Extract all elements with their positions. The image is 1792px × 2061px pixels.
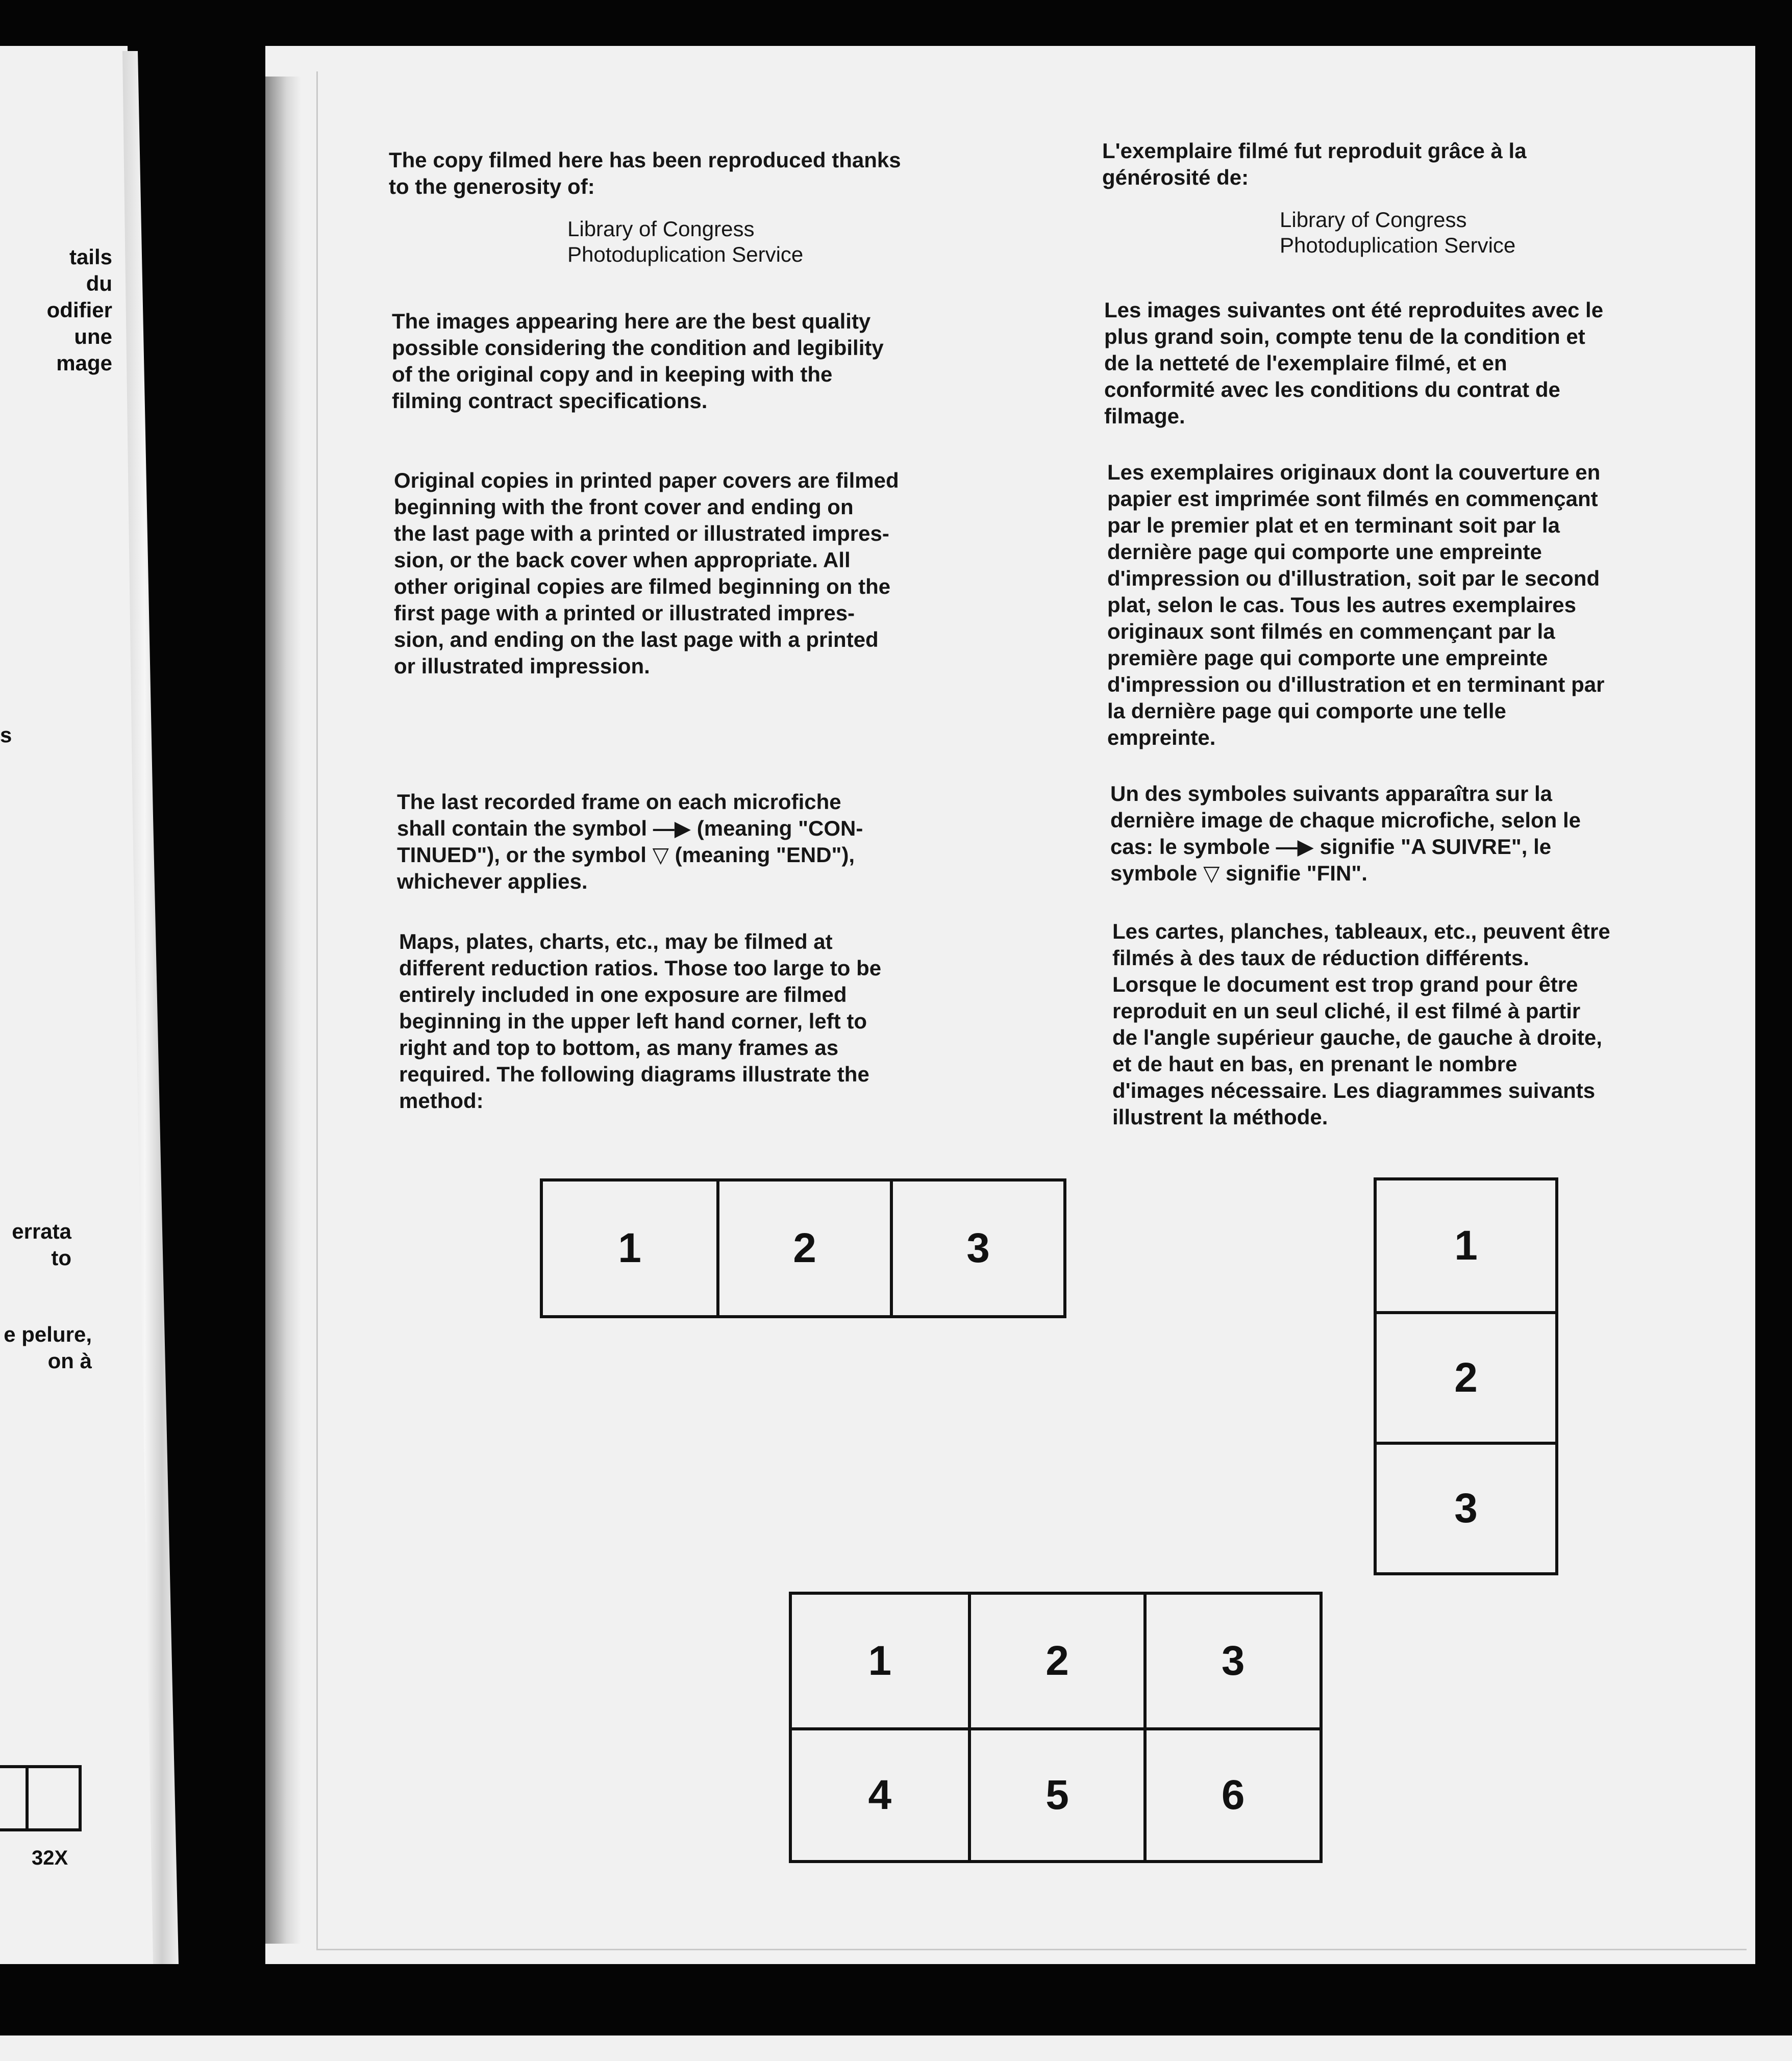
- text-line: shall contain the symbol —▶ (meaning "CON-: [397, 816, 863, 840]
- french-library-name: [1280, 207, 1515, 258]
- left-fragment-errata: [0, 1218, 71, 1271]
- frame-cell: 1: [868, 1638, 892, 1684]
- text-line: originaux sont filmés en commençant par la: [1107, 619, 1555, 643]
- reduction-scale-label: 32X: [32, 1847, 68, 1869]
- french-covers-paragraph: [1107, 459, 1604, 751]
- frame-cell: 1: [618, 1225, 641, 1271]
- french-quality-paragraph: [1104, 297, 1603, 430]
- text-line: dernière page qui comporte une empreinte: [1107, 540, 1542, 564]
- text-line: Original copies in printed paper covers are filmed: [394, 468, 899, 492]
- text-line: plat, selon le cas. Tous les autres exemplaires: [1107, 593, 1576, 617]
- left-fragment-line: une: [74, 324, 112, 348]
- text-line: beginning in the upper left hand corner, left to: [399, 1009, 867, 1033]
- text-line: possible considering the condition and legibility: [392, 336, 884, 360]
- text-line: whichever applies.: [397, 869, 588, 893]
- text-line: the last page with a printed or illustrated impres-: [394, 521, 889, 545]
- text-line: d'images nécessaire. Les diagrammes suivants: [1112, 1078, 1596, 1102]
- diagram-horizontal-frames: [540, 1178, 1066, 1318]
- frame-cell: 5: [968, 1727, 1144, 1860]
- left-fragment-line: on à: [47, 1349, 92, 1373]
- text-line: d'impression ou d'illustration, soit par le second: [1107, 566, 1600, 590]
- text-line: of the original copy and in keeping with the: [392, 362, 833, 386]
- bottom-page-strip: [0, 2035, 1792, 2061]
- text-line: Les images suivantes ont été reproduites avec le: [1104, 298, 1604, 322]
- text-line: conformité avec les conditions du contrat de: [1104, 378, 1560, 401]
- text-line: sion, and ending on the last page with a printed: [394, 627, 879, 651]
- text-line: different reduction ratios. Those too large to be: [399, 956, 882, 980]
- text-line: required. The following diagrams illustrate the: [399, 1062, 869, 1086]
- frame-cell: 3: [890, 1182, 1063, 1315]
- text-line: première page qui comporte une empreinte: [1107, 646, 1548, 670]
- text-line: Maps, plates, charts, etc., may be filmed at: [399, 929, 833, 953]
- text-line: Photoduplication Service: [1280, 233, 1516, 257]
- text-line: first page with a printed or illustrated impres-: [394, 601, 855, 625]
- text-line: la dernière page qui comporte une telle: [1107, 699, 1506, 723]
- text-line: Photoduplication Service: [567, 242, 804, 266]
- text-line: Un des symboles suivants apparaîtra sur la: [1110, 782, 1553, 806]
- text-line: et de haut en bas, en prenant le nombre: [1112, 1052, 1517, 1076]
- text-line: Lorsque le document est trop grand pour être: [1112, 972, 1578, 996]
- diagram-vertical-frames: [1374, 1177, 1558, 1575]
- text-line: illustrent la méthode.: [1112, 1105, 1328, 1129]
- text-line: de la netteté de l'exemplaire filmé, et en: [1104, 351, 1507, 375]
- text-line: cas: le symbole —▶ signifie "A SUIVRE", le: [1110, 835, 1552, 859]
- text-line: filmés à des taux de réduction différents.: [1112, 946, 1529, 970]
- left-fragment-top: [0, 244, 112, 376]
- english-intro: [389, 147, 901, 200]
- french-symbols-paragraph: [1110, 781, 1581, 887]
- text-line: reproduit en un seul cliché, il est filmé à partir: [1112, 999, 1581, 1023]
- text-line: Library of Congress: [567, 217, 755, 241]
- text-line: sion, or the back cover when appropriate. All: [394, 548, 851, 572]
- text-line: The images appearing here are the best quality: [392, 309, 871, 333]
- frame-cell: 2: [1377, 1311, 1555, 1442]
- text-line: filming contract specifications.: [392, 389, 708, 413]
- text-line: filmage.: [1104, 404, 1185, 428]
- english-quality-paragraph: [392, 308, 884, 414]
- english-covers-paragraph: [394, 467, 899, 680]
- text-line: TINUED"), or the symbol ▽ (meaning "END"),: [397, 843, 855, 867]
- text-line: other original copies are filmed beginning on the: [394, 574, 891, 598]
- text-line: plus grand soin, compte tenu de la condition et: [1104, 324, 1585, 348]
- left-fragment-line: tails: [69, 245, 112, 269]
- text-line: right and top to bottom, as many frames as: [399, 1036, 839, 1060]
- frame-cell: 3: [1377, 1442, 1555, 1572]
- frame-cell: 2: [716, 1182, 890, 1315]
- page-edge-shadow: [265, 77, 301, 1944]
- frame-cell: 2: [968, 1595, 1144, 1727]
- french-maps-paragraph: [1112, 918, 1610, 1130]
- frame-cell: 6: [1143, 1727, 1320, 1860]
- text-line: d'impression ou d'illustration et en terminant par: [1107, 672, 1605, 696]
- text-line: Library of Congress: [1280, 208, 1467, 232]
- left-fragment-line: du: [86, 271, 112, 295]
- text-line: to the generosity of:: [389, 174, 595, 198]
- french-intro: [1102, 138, 1527, 191]
- text-line: method:: [399, 1089, 484, 1113]
- text-line: papier est imprimée sont filmés en commençant: [1107, 487, 1598, 511]
- english-maps-paragraph: [399, 928, 881, 1114]
- text-line: dernière image de chaque microfiche, selon le: [1110, 808, 1581, 832]
- text-line: générosité de:: [1102, 165, 1249, 189]
- frame-cell: 4: [792, 1727, 968, 1860]
- left-fragment-line: errata: [12, 1219, 71, 1243]
- reduction-scale-box: [0, 1765, 82, 1831]
- text-line: L'exemplaire filmé fut reproduit grâce à la: [1102, 139, 1527, 163]
- text-line: symbole ▽ signifie "FIN".: [1110, 861, 1367, 885]
- left-fragment-mid: s: [0, 723, 12, 747]
- text-line: beginning with the front cover and ending on: [394, 495, 854, 519]
- left-fragment-line: odifier: [46, 298, 112, 322]
- english-library-name: [567, 216, 803, 267]
- text-line: Les exemplaires originaux dont la couverture en: [1107, 460, 1601, 484]
- text-line: or illustrated impression.: [394, 654, 650, 678]
- frame-cell: 1: [1454, 1222, 1478, 1269]
- text-line: par le premier plat et en terminant soit par la: [1107, 513, 1560, 537]
- diagram-six-frames: [789, 1592, 1323, 1863]
- left-fragment-line: mage: [56, 351, 112, 375]
- text-line: The last recorded frame on each microfiche: [397, 790, 841, 814]
- text-line: The copy filmed here has been reproduced thanks: [389, 148, 901, 172]
- text-line: empreinte.: [1107, 725, 1216, 749]
- text-line: de l'angle supérieur gauche, de gauche à droite,: [1112, 1025, 1602, 1049]
- frame-cell: 3: [1143, 1595, 1320, 1727]
- text-line: Les cartes, planches, tableaux, etc., peuvent être: [1112, 919, 1610, 943]
- left-fragment-line: e pelure,: [4, 1322, 92, 1346]
- english-symbols-paragraph: [397, 789, 863, 895]
- text-line: entirely included in one exposure are filmed: [399, 983, 847, 1007]
- left-fragment-line: to: [51, 1246, 71, 1270]
- left-fragment-pelure: [0, 1321, 92, 1374]
